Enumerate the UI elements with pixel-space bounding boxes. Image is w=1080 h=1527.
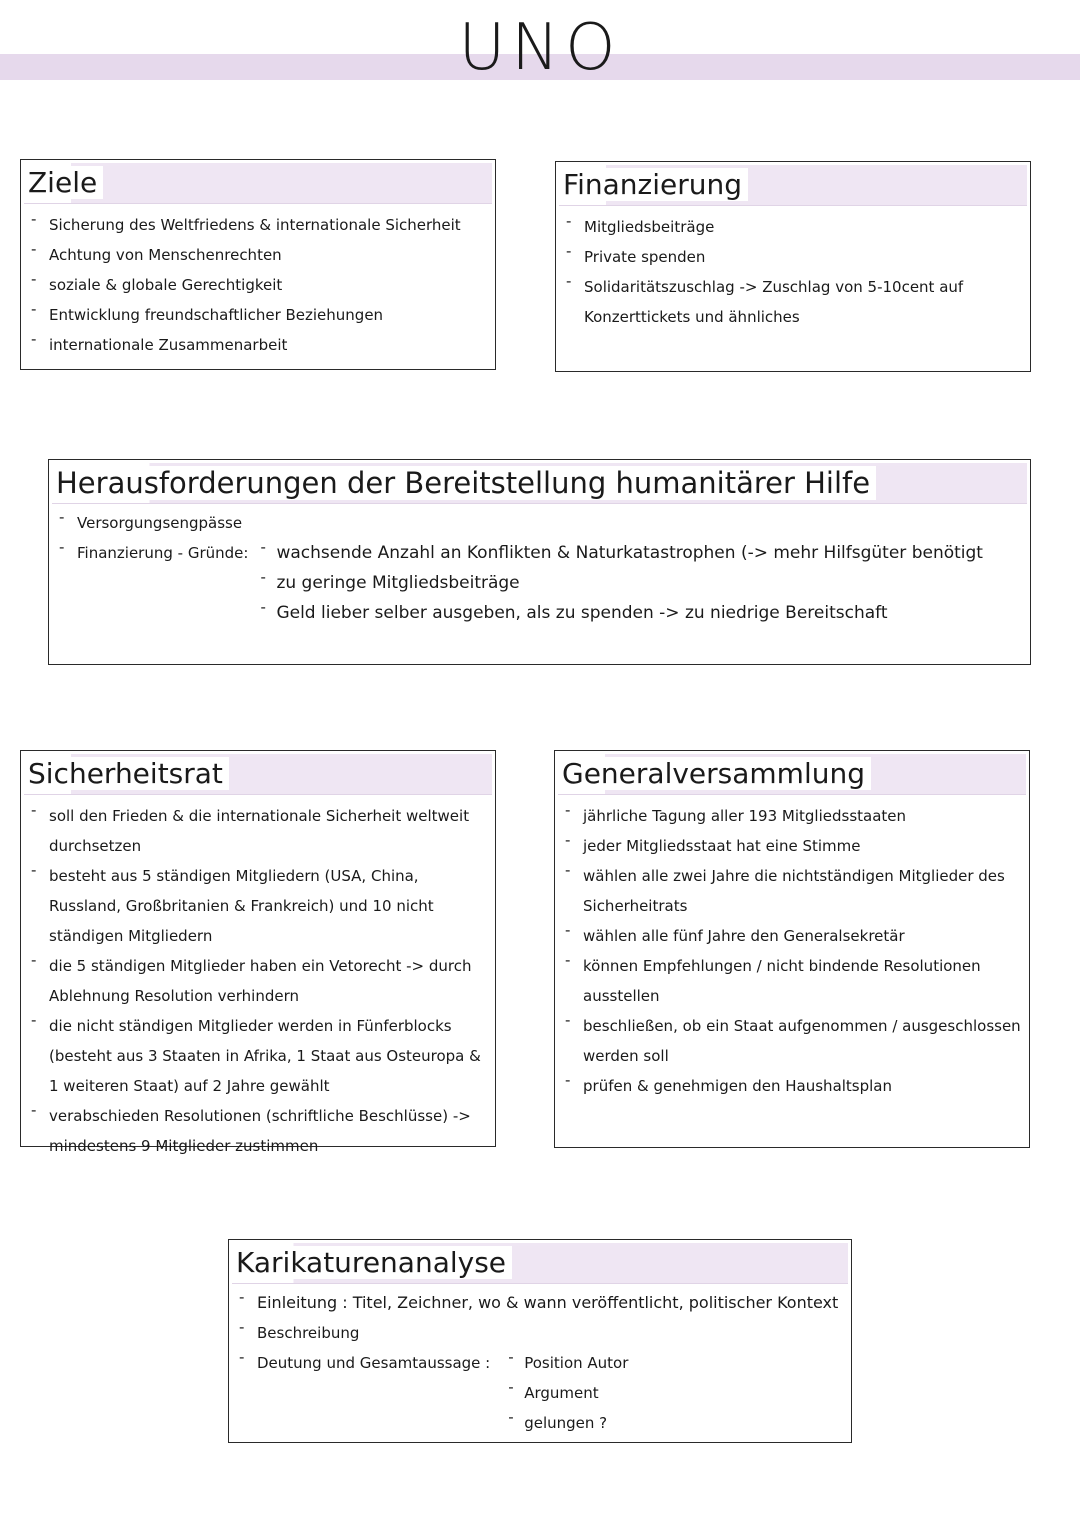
list-item: - Private spenden (560, 242, 1022, 272)
list-item: - soziale & globale Gerechtigkeit (25, 270, 487, 300)
list-item: - Solidaritätszuschlag -> Zuschlag von 5-10cent auf Konzerttickets und ähnliches (560, 272, 1022, 332)
gruende-list (258, 538, 983, 628)
list-item: - zu geringe Mitgliedsbeiträge (258, 568, 983, 598)
list-item: - jährliche Tagung aller 193 Mitgliedsstaaten (559, 801, 1021, 831)
herausforderungen-box (48, 459, 1031, 665)
sicherheitsrat-list (21, 801, 495, 1161)
page-title: UNO (458, 11, 622, 85)
karikatur-title: Karikaturenanalyse (232, 1243, 848, 1284)
list-item: - Geld lieber selber ausgeben, als zu spenden -> zu niedrige Bereitschaft (258, 598, 983, 628)
herausforderungen-title: Herausforderungen der Bereitstellung humanitärer Hilfe (52, 463, 1027, 504)
list-item: - wählen alle zwei Jahre die nichtständigen Mitglieder des Sicherheitrats (559, 861, 1021, 921)
list-item: - können Empfehlungen / nicht bindende Resolutionen ausstellen (559, 951, 1021, 1011)
deutung-sublist (506, 1348, 628, 1438)
list-item: - besteht aus 5 ständigen Mitgliedern (USA, China, Russland, Großbritanien & Frankreich) und 10 nicht ständigen Mitgliedern (25, 861, 487, 951)
list-item: - prüfen & genehmigen den Haushaltsplan (559, 1071, 1021, 1101)
ziele-list (21, 210, 495, 360)
list-item: - gelungen ? (506, 1408, 628, 1438)
list-item: - Entwicklung freundschaftlicher Beziehungen (25, 300, 487, 330)
list-item: - wachsende Anzahl an Konflikten & Naturkatastrophen (-> mehr Hilfsgüter benötigt (258, 538, 983, 568)
list-item: - Sicherung des Weltfriedens & internationale Sicherheit (25, 210, 487, 240)
list-item: - soll den Frieden & die internationale Sicherheit weltweit durchsetzen (25, 801, 487, 861)
list-item: - die nicht ständigen Mitglieder werden in Fünferblocks (besteht aus 3 Staaten in Afrika, 1 Staat aus Osteuropa & 1 weiteren Staat) auf 2 Jahre gewählt (25, 1011, 487, 1101)
list-item: - jeder Mitgliedsstaat hat eine Stimme (559, 831, 1021, 861)
generalversammlung-title: Generalversammlung (558, 754, 1026, 795)
generalversammlung-list (555, 801, 1029, 1101)
list-item: - Einleitung : Titel, Zeichner, wo & wann veröffentlicht, politischer Kontext (233, 1288, 843, 1318)
list-item: - Mitgliedsbeiträge (560, 212, 1022, 242)
list-item: - Beschreibung (233, 1318, 843, 1348)
ziele-title: Ziele (24, 163, 492, 204)
list-item: - Versorgungsengpässe (53, 508, 1022, 538)
generalversammlung-box (554, 750, 1030, 1148)
finanzierung-gruende-label: - Finanzierung - Gründe: (77, 544, 249, 562)
list-item: - internationale Zusammenarbeit (25, 330, 487, 360)
ziele-box (20, 159, 496, 370)
karikatur-box (228, 1239, 852, 1443)
herausforderungen-list (49, 508, 1030, 628)
list-item: - beschließen, ob ein Staat aufgenommen / ausgeschlossen werden soll (559, 1011, 1021, 1071)
list-item: - wählen alle fünf Jahre den Generalsekretär (559, 921, 1021, 951)
list-item: - Achtung von Menschenrechten (25, 240, 487, 270)
sicherheitsrat-title: Sicherheitsrat (24, 754, 492, 795)
list-item: - Position Autor (506, 1348, 628, 1378)
finanzierung-title: Finanzierung (559, 165, 1027, 206)
list-item: - verabschieden Resolutionen (schriftliche Beschlüsse) -> mindestens 9 Mitglieder zustimmen (25, 1101, 487, 1161)
list-item: - Argument (506, 1378, 628, 1408)
deutung-label: - Deutung und Gesamtaussage : (257, 1354, 491, 1372)
karikatur-list (229, 1288, 851, 1438)
list-item (53, 538, 1022, 628)
sicherheitsrat-box (20, 750, 496, 1155)
list-item: - die 5 ständigen Mitglieder haben ein Vetorecht -> durch Ablehnung Resolution verhindern (25, 951, 487, 1011)
finanzierung-box (555, 161, 1031, 372)
list-item (233, 1348, 843, 1438)
finanzierung-list (556, 212, 1030, 332)
